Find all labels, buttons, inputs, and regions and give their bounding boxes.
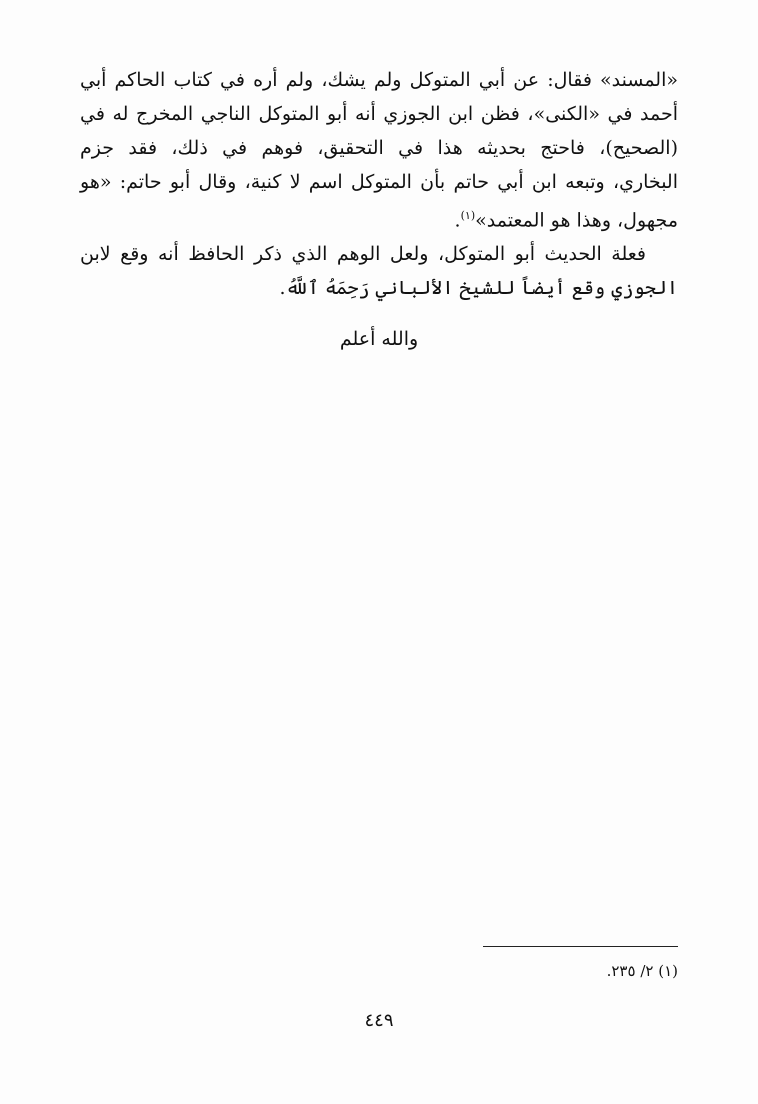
closing-phrase: والله أعلم bbox=[339, 328, 419, 350]
footnote bbox=[607, 958, 678, 984]
quote-end-text: مجهول، وهذا هو المعتمد» bbox=[475, 209, 678, 232]
text-line: فعلة الحديث أبو المتوكل، ولعل الوهم الذي ذكر الحافظ أنه وقع لابن bbox=[80, 243, 646, 266]
footnote-marker: (١) bbox=[658, 962, 678, 980]
text-line: الجوزي وقع أيضاً للشيخ الألباني رَحِمَهُ ٱللَّهُ. bbox=[279, 277, 678, 300]
footnote-separator bbox=[483, 946, 678, 947]
main-text bbox=[80, 63, 678, 305]
footnote-reference: (١) bbox=[460, 209, 476, 222]
text-line: «المسند» فقال: عن أبي المتوكل ولم يشك، ولم أره في كتاب الحاكم أبي bbox=[80, 69, 678, 91]
text-line: البخاري، وتبعه ابن أبي حاتم بأن المتوكل اسم لا كنية، وقال أبو حاتم: «هو bbox=[80, 171, 678, 193]
page-number: ٤٤٩ bbox=[364, 1010, 394, 1031]
text-line bbox=[80, 199, 678, 237]
text-line: أحمد في «الكنى»، فظن ابن الجوزي أنه أبو المتوكل الناجي المخرج له في bbox=[80, 103, 678, 125]
footnote-text: ٢/ ٢٣٥. bbox=[606, 962, 654, 980]
text-line: (الصحيح)، فاحتج بحديثه هذا في التحقيق، فوهم في ذلك، فقد جزم bbox=[80, 137, 678, 159]
sentence-end: . bbox=[454, 209, 461, 232]
